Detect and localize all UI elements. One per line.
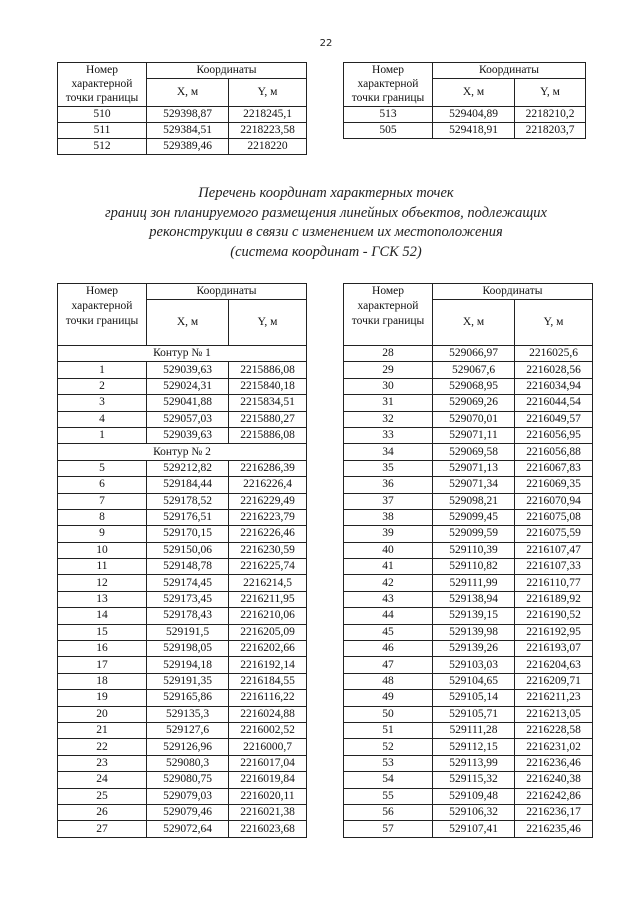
y-coordinate-cell: 2216209,71 (515, 673, 593, 689)
table-body (344, 107, 586, 139)
point-number-cell: 1 (58, 362, 147, 378)
table-row (344, 772, 593, 788)
point-number-cell: 11 (58, 559, 147, 575)
point-number-cell: 38 (344, 509, 433, 525)
x-coordinate-cell: 529080,3 (147, 755, 229, 771)
x-coordinate-cell: 529068,95 (433, 378, 515, 394)
y-coordinate-cell: 2218203,7 (515, 123, 586, 139)
x-coordinate-cell: 529066,97 (433, 346, 515, 362)
table-row (344, 739, 593, 755)
table-row (58, 395, 307, 411)
point-number-cell: 28 (344, 346, 433, 362)
y-coordinate-cell: 2216192,95 (515, 624, 593, 640)
table-row (58, 509, 307, 525)
point-number-cell: 513 (344, 107, 433, 123)
header-y: Y, м (515, 79, 586, 107)
table-row (344, 411, 593, 427)
point-number-cell: 5 (58, 460, 147, 476)
header-coordinates: Координаты (147, 63, 307, 79)
table-row (344, 427, 593, 443)
point-number-cell: 44 (344, 608, 433, 624)
table-row (344, 460, 593, 476)
table-row (58, 559, 307, 575)
x-coordinate-cell: 529170,15 (147, 526, 229, 542)
x-coordinate-cell: 529404,89 (433, 107, 515, 123)
x-coordinate-cell: 529105,14 (433, 690, 515, 706)
header-coordinates: Координаты (433, 284, 593, 300)
top-left-coordinates-table (57, 62, 307, 155)
point-number-cell: 13 (58, 591, 147, 607)
y-coordinate-cell: 2216049,57 (515, 411, 593, 427)
y-coordinate-cell: 2216107,47 (515, 542, 593, 558)
point-number-cell: 46 (344, 641, 433, 657)
table-row (58, 378, 307, 394)
point-number-cell: 4 (58, 411, 147, 427)
header-point-number: Номер характерной точки границы (58, 63, 147, 107)
point-number-cell: 50 (344, 706, 433, 722)
x-coordinate-cell: 529113,99 (433, 755, 515, 771)
x-coordinate-cell: 529111,28 (433, 722, 515, 738)
table-row (344, 444, 593, 460)
table-row (58, 123, 307, 139)
table-row (344, 591, 593, 607)
header-coordinates: Координаты (433, 63, 586, 79)
table-row (58, 427, 307, 443)
point-number-cell: 14 (58, 608, 147, 624)
x-coordinate-cell: 529039,63 (147, 427, 229, 443)
table-row (58, 641, 307, 657)
y-coordinate-cell: 2216214,5 (229, 575, 307, 591)
x-coordinate-cell: 529041,88 (147, 395, 229, 411)
y-coordinate-cell: 2215886,08 (229, 362, 307, 378)
table-row (344, 123, 586, 139)
header-x: X, м (147, 79, 229, 107)
y-coordinate-cell: 2216204,63 (515, 657, 593, 673)
x-coordinate-cell: 529139,15 (433, 608, 515, 624)
x-coordinate-cell: 529071,11 (433, 427, 515, 443)
point-number-cell: 511 (58, 123, 147, 139)
header-point-number: Номер характерной точки границы (344, 63, 433, 107)
x-coordinate-cell: 529138,94 (433, 591, 515, 607)
x-coordinate-cell: 529191,5 (147, 624, 229, 640)
y-coordinate-cell: 2216028,56 (515, 362, 593, 378)
y-coordinate-cell: 2215880,27 (229, 411, 307, 427)
table-row (58, 362, 307, 378)
table-row (58, 755, 307, 771)
contour-label: Контур № 2 (58, 444, 307, 460)
table-row (58, 788, 307, 804)
table-row (344, 107, 586, 123)
table-row (344, 477, 593, 493)
x-coordinate-cell: 529173,45 (147, 591, 229, 607)
point-number-cell: 48 (344, 673, 433, 689)
x-coordinate-cell: 529194,18 (147, 657, 229, 673)
x-coordinate-cell: 529107,41 (433, 821, 515, 837)
point-number-cell: 10 (58, 542, 147, 558)
header-y: Y, м (229, 79, 307, 107)
table-row (344, 395, 593, 411)
point-number-cell: 35 (344, 460, 433, 476)
header-point-number: Номер характерной точки границы (344, 284, 433, 346)
lower-left-coordinates-table (57, 283, 307, 838)
y-coordinate-cell: 2215840,18 (229, 378, 307, 394)
point-number-cell: 2 (58, 378, 147, 394)
y-coordinate-cell: 2216110,77 (515, 575, 593, 591)
y-coordinate-cell: 2215834,51 (229, 395, 307, 411)
point-number-cell: 32 (344, 411, 433, 427)
x-coordinate-cell: 529071,34 (433, 477, 515, 493)
x-coordinate-cell: 529212,82 (147, 460, 229, 476)
header-x: X, м (147, 300, 229, 346)
x-coordinate-cell: 529039,63 (147, 362, 229, 378)
point-number-cell: 3 (58, 395, 147, 411)
table-row (344, 608, 593, 624)
section-title (0, 184, 640, 262)
x-coordinate-cell: 529150,06 (147, 542, 229, 558)
contour-1-body (58, 346, 307, 362)
x-coordinate-cell: 529080,75 (147, 772, 229, 788)
y-coordinate-cell: 2216236,46 (515, 755, 593, 771)
top-right-coordinates-table (343, 62, 586, 139)
point-number-cell: 7 (58, 493, 147, 509)
y-coordinate-cell: 2216202,66 (229, 641, 307, 657)
point-number-cell: 15 (58, 624, 147, 640)
x-coordinate-cell: 529139,26 (433, 641, 515, 657)
contour-2-body (58, 444, 307, 460)
table-row (344, 788, 593, 804)
point-number-cell: 42 (344, 575, 433, 591)
y-coordinate-cell: 2216067,83 (515, 460, 593, 476)
x-coordinate-cell: 529126,96 (147, 739, 229, 755)
x-coordinate-cell: 529069,58 (433, 444, 515, 460)
table-row (344, 493, 593, 509)
point-number-cell: 23 (58, 755, 147, 771)
y-coordinate-cell: 2216000,7 (229, 739, 307, 755)
y-coordinate-cell: 2216213,05 (515, 706, 593, 722)
table-row (58, 411, 307, 427)
table-row (58, 673, 307, 689)
table-row (58, 477, 307, 493)
x-coordinate-cell: 529184,44 (147, 477, 229, 493)
point-number-cell: 1 (58, 427, 147, 443)
point-number-cell: 18 (58, 673, 147, 689)
y-coordinate-cell: 2216193,07 (515, 641, 593, 657)
y-coordinate-cell: 2216210,06 (229, 608, 307, 624)
y-coordinate-cell: 2216211,23 (515, 690, 593, 706)
y-coordinate-cell: 2216002,52 (229, 722, 307, 738)
point-number-cell: 55 (344, 788, 433, 804)
y-coordinate-cell: 2216228,58 (515, 722, 593, 738)
x-coordinate-cell: 529071,13 (433, 460, 515, 476)
y-coordinate-cell: 2216190,52 (515, 608, 593, 624)
table-row (58, 690, 307, 706)
table-row (344, 542, 593, 558)
x-coordinate-cell: 529191,35 (147, 673, 229, 689)
title-line-2: границ зон планируемого размещения линейных объектов, подлежащих (104, 204, 547, 221)
point-number-cell: 33 (344, 427, 433, 443)
point-number-cell: 20 (58, 706, 147, 722)
table-row (58, 608, 307, 624)
table-row (58, 657, 307, 673)
table-row (58, 722, 307, 738)
y-coordinate-cell: 2216286,39 (229, 460, 307, 476)
y-coordinate-cell: 2216069,35 (515, 477, 593, 493)
point-number-cell: 16 (58, 641, 147, 657)
x-coordinate-cell: 529398,87 (147, 107, 229, 123)
x-coordinate-cell: 529127,6 (147, 722, 229, 738)
x-coordinate-cell: 529103,03 (433, 657, 515, 673)
table-row (344, 509, 593, 525)
title-line-4: (система координат - ГСК 52) (230, 243, 422, 260)
y-coordinate-cell: 2216023,68 (229, 821, 307, 837)
point-number-cell: 24 (58, 772, 147, 788)
x-coordinate-cell: 529069,26 (433, 395, 515, 411)
x-coordinate-cell: 529099,59 (433, 526, 515, 542)
x-coordinate-cell: 529112,15 (433, 739, 515, 755)
y-coordinate-cell: 2216236,17 (515, 804, 593, 820)
y-coordinate-cell: 2216017,04 (229, 755, 307, 771)
table-row (344, 346, 593, 362)
y-coordinate-cell: 2216056,88 (515, 444, 593, 460)
point-number-cell: 12 (58, 575, 147, 591)
point-number-cell: 8 (58, 509, 147, 525)
x-coordinate-cell: 529109,48 (433, 788, 515, 804)
header-x: X, м (433, 300, 515, 346)
table-body (344, 346, 593, 838)
x-coordinate-cell: 529148,78 (147, 559, 229, 575)
y-coordinate-cell: 2216019,84 (229, 772, 307, 788)
y-coordinate-cell: 2216211,95 (229, 591, 307, 607)
x-coordinate-cell: 529178,43 (147, 608, 229, 624)
x-coordinate-cell: 529079,03 (147, 788, 229, 804)
y-coordinate-cell: 2216025,6 (515, 346, 593, 362)
table-row (344, 362, 593, 378)
table-row (344, 821, 593, 837)
table-row (344, 657, 593, 673)
point-number-cell: 51 (344, 722, 433, 738)
table-row (344, 706, 593, 722)
point-number-cell: 21 (58, 722, 147, 738)
y-coordinate-cell: 2216107,33 (515, 559, 593, 575)
table-row (58, 139, 307, 155)
contour-1-rows (58, 362, 307, 444)
point-number-cell: 26 (58, 804, 147, 820)
x-coordinate-cell: 529139,98 (433, 624, 515, 640)
x-coordinate-cell: 529111,99 (433, 575, 515, 591)
x-coordinate-cell: 529389,46 (147, 139, 229, 155)
point-number-cell: 41 (344, 559, 433, 575)
table-row (58, 772, 307, 788)
y-coordinate-cell: 2215886,08 (229, 427, 307, 443)
y-coordinate-cell: 2216034,94 (515, 378, 593, 394)
table-row (344, 690, 593, 706)
y-coordinate-cell: 2216020,11 (229, 788, 307, 804)
x-coordinate-cell: 529174,45 (147, 575, 229, 591)
point-number-cell: 31 (344, 395, 433, 411)
y-coordinate-cell: 2216226,46 (229, 526, 307, 542)
point-number-cell: 22 (58, 739, 147, 755)
x-coordinate-cell: 529384,51 (147, 123, 229, 139)
table-row (58, 107, 307, 123)
x-coordinate-cell: 529176,51 (147, 509, 229, 525)
y-coordinate-cell: 2216024,88 (229, 706, 307, 722)
point-number-cell: 29 (344, 362, 433, 378)
x-coordinate-cell: 529099,45 (433, 509, 515, 525)
table-row (344, 624, 593, 640)
y-coordinate-cell: 2218210,2 (515, 107, 586, 123)
page-number: 22 (319, 38, 333, 49)
table-row (344, 559, 593, 575)
header-coordinates: Координаты (147, 284, 307, 300)
x-coordinate-cell: 529418,91 (433, 123, 515, 139)
header-y: Y, м (229, 300, 307, 346)
point-number-cell: 17 (58, 657, 147, 673)
table-body (58, 107, 307, 155)
x-coordinate-cell: 529057,03 (147, 411, 229, 427)
y-coordinate-cell: 2216075,59 (515, 526, 593, 542)
x-coordinate-cell: 529165,86 (147, 690, 229, 706)
y-coordinate-cell: 2216192,14 (229, 657, 307, 673)
x-coordinate-cell: 529110,39 (433, 542, 515, 558)
header-point-number: Номер характерной точки границы (58, 284, 147, 346)
y-coordinate-cell: 2216231,02 (515, 739, 593, 755)
y-coordinate-cell: 2216229,49 (229, 493, 307, 509)
point-number-cell: 53 (344, 755, 433, 771)
header-x: X, м (433, 79, 515, 107)
point-number-cell: 512 (58, 139, 147, 155)
y-coordinate-cell: 2216235,46 (515, 821, 593, 837)
y-coordinate-cell: 2216242,86 (515, 788, 593, 804)
point-number-cell: 30 (344, 378, 433, 394)
table-row (344, 378, 593, 394)
x-coordinate-cell: 529105,71 (433, 706, 515, 722)
header-y: Y, м (515, 300, 593, 346)
y-coordinate-cell: 2216240,38 (515, 772, 593, 788)
table-row (58, 591, 307, 607)
table-row (344, 526, 593, 542)
point-number-cell: 52 (344, 739, 433, 755)
x-coordinate-cell: 529072,64 (147, 821, 229, 837)
x-coordinate-cell: 529106,32 (433, 804, 515, 820)
y-coordinate-cell: 2216205,09 (229, 624, 307, 640)
x-coordinate-cell: 529198,05 (147, 641, 229, 657)
table-row (58, 460, 307, 476)
y-coordinate-cell: 2216021,38 (229, 804, 307, 820)
point-number-cell: 39 (344, 526, 433, 542)
x-coordinate-cell: 529110,82 (433, 559, 515, 575)
y-coordinate-cell: 2216225,74 (229, 559, 307, 575)
point-number-cell: 43 (344, 591, 433, 607)
y-coordinate-cell: 2216230,59 (229, 542, 307, 558)
y-coordinate-cell: 2216223,79 (229, 509, 307, 525)
y-coordinate-cell: 2216116,22 (229, 690, 307, 706)
table-row (344, 673, 593, 689)
point-number-cell: 49 (344, 690, 433, 706)
point-number-cell: 40 (344, 542, 433, 558)
title-line-3: реконструкции в связи с изменением их местоположения (149, 224, 503, 240)
title-line-1: Перечень координат характерных точек (198, 185, 454, 201)
table-row (58, 526, 307, 542)
x-coordinate-cell: 529178,52 (147, 493, 229, 509)
table-row (58, 739, 307, 755)
point-number-cell: 36 (344, 477, 433, 493)
table-row (344, 575, 593, 591)
y-coordinate-cell: 2218223,58 (229, 123, 307, 139)
y-coordinate-cell: 2216044,54 (515, 395, 593, 411)
point-number-cell: 45 (344, 624, 433, 640)
y-coordinate-cell: 2216184,55 (229, 673, 307, 689)
table-row (344, 641, 593, 657)
point-number-cell: 47 (344, 657, 433, 673)
table-row (58, 706, 307, 722)
point-number-cell: 9 (58, 526, 147, 542)
x-coordinate-cell: 529098,21 (433, 493, 515, 509)
y-coordinate-cell: 2216226,4 (229, 477, 307, 493)
y-coordinate-cell: 2218245,1 (229, 107, 307, 123)
point-number-cell: 57 (344, 821, 433, 837)
x-coordinate-cell: 529135,3 (147, 706, 229, 722)
table-row (58, 542, 307, 558)
point-number-cell: 37 (344, 493, 433, 509)
point-number-cell: 27 (58, 821, 147, 837)
x-coordinate-cell: 529067,6 (433, 362, 515, 378)
table-row (58, 804, 307, 820)
x-coordinate-cell: 529024,31 (147, 378, 229, 394)
contour-2-rows (58, 460, 307, 837)
point-number-cell: 56 (344, 804, 433, 820)
y-coordinate-cell: 2216189,92 (515, 591, 593, 607)
y-coordinate-cell: 2218220 (229, 139, 307, 155)
table-row (344, 755, 593, 771)
point-number-cell: 6 (58, 477, 147, 493)
y-coordinate-cell: 2216070,94 (515, 493, 593, 509)
point-number-cell: 25 (58, 788, 147, 804)
point-number-cell: 19 (58, 690, 147, 706)
x-coordinate-cell: 529079,46 (147, 804, 229, 820)
table-row (58, 624, 307, 640)
y-coordinate-cell: 2216056,95 (515, 427, 593, 443)
table-row (58, 493, 307, 509)
point-number-cell: 34 (344, 444, 433, 460)
point-number-cell: 510 (58, 107, 147, 123)
table-row (344, 722, 593, 738)
point-number-cell: 54 (344, 772, 433, 788)
x-coordinate-cell: 529070,01 (433, 411, 515, 427)
y-coordinate-cell: 2216075,08 (515, 509, 593, 525)
table-row (58, 821, 307, 837)
lower-right-coordinates-table (343, 283, 593, 838)
x-coordinate-cell: 529115,32 (433, 772, 515, 788)
table-row (58, 575, 307, 591)
contour-label: Контур № 1 (58, 346, 307, 362)
table-row (344, 804, 593, 820)
x-coordinate-cell: 529104,65 (433, 673, 515, 689)
point-number-cell: 505 (344, 123, 433, 139)
